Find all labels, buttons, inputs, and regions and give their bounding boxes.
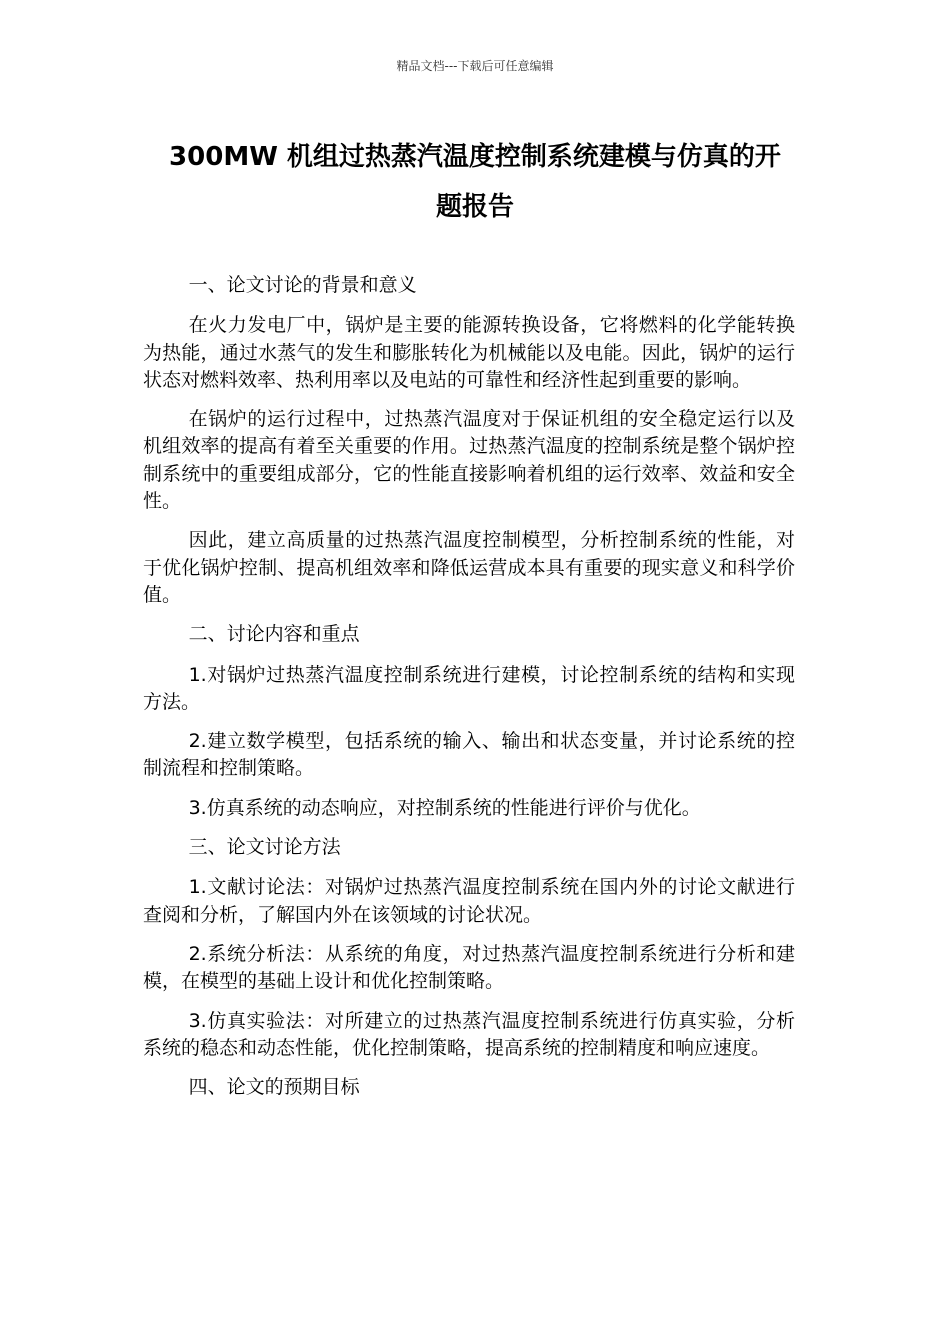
section-heading-goals: 四、论文的预期目标 bbox=[188, 1076, 360, 1099]
paragraph: 在锅炉的运行过程中，过热蒸汽温度对于保证机组的安全稳定运行以及机组效率的提高有着至关重要的作用。过热蒸汽温度的控制系统是整个锅炉控制系统中的重要组成部分，它的性能直接影响着机组的运行效率、效益和安全性。 bbox=[143, 408, 795, 513]
section-heading-background: 一、论文讨论的背景和意义 bbox=[188, 274, 417, 296]
document-title bbox=[130, 132, 820, 232]
list-item: 1.对锅炉过热蒸汽温度控制系统进行建模，讨论控制系统的结构和实现方法。 bbox=[143, 663, 795, 713]
document-body bbox=[143, 272, 795, 1114]
paragraph: 在火力发电厂中，锅炉是主要的能源转换设备，它将燃料的化学能转换为热能，通过水蒸气的发生和膨胀转化为机械能以及电能。因此，锅炉的运行状态对燃料效率、热利用率以及电站的可靠性和经济性起到重要的影响。 bbox=[143, 314, 795, 391]
list-item: 3.仿真系统的动态响应，对控制系统的性能进行评价与优化。 bbox=[188, 796, 701, 819]
title-line-1: 300MW 机组过热蒸汽温度控制系统建模与仿真的开 bbox=[169, 142, 781, 172]
list-item: 3.仿真实验法：对所建立的过热蒸汽温度控制系统进行仿真实验，分析系统的稳态和动态性能，优化控制策略，提高系统的控制精度和响应速度。 bbox=[143, 1009, 795, 1059]
list-item: 1.文献讨论法：对锅炉过热蒸汽温度控制系统在国内外的讨论文献进行查阅和分析，了解国内外在该领域的讨论状况。 bbox=[143, 876, 795, 926]
list-item: 2.系统分析法：从系统的角度，对过热蒸汽温度控制系统进行分析和建模，在模型的基础上设计和优化控制策略。 bbox=[143, 942, 795, 993]
title-line-2: 题报告 bbox=[435, 192, 514, 222]
section-heading-methods: 三、论文讨论方法 bbox=[188, 836, 341, 859]
list-item: 2.建立数学模型，包括系统的输入、输出和状态变量，并讨论系统的控制流程和控制策略。 bbox=[143, 730, 795, 780]
section-heading-content: 二、讨论内容和重点 bbox=[188, 623, 360, 646]
header-note: 精品文档---下载后可任意编辑 bbox=[396, 59, 554, 73]
paragraph: 因此，建立高质量的过热蒸汽温度控制模型，分析控制系统的性能，对于优化锅炉控制、提高机组效率和降低运营成本具有重要的现实意义和科学价值。 bbox=[143, 529, 795, 606]
